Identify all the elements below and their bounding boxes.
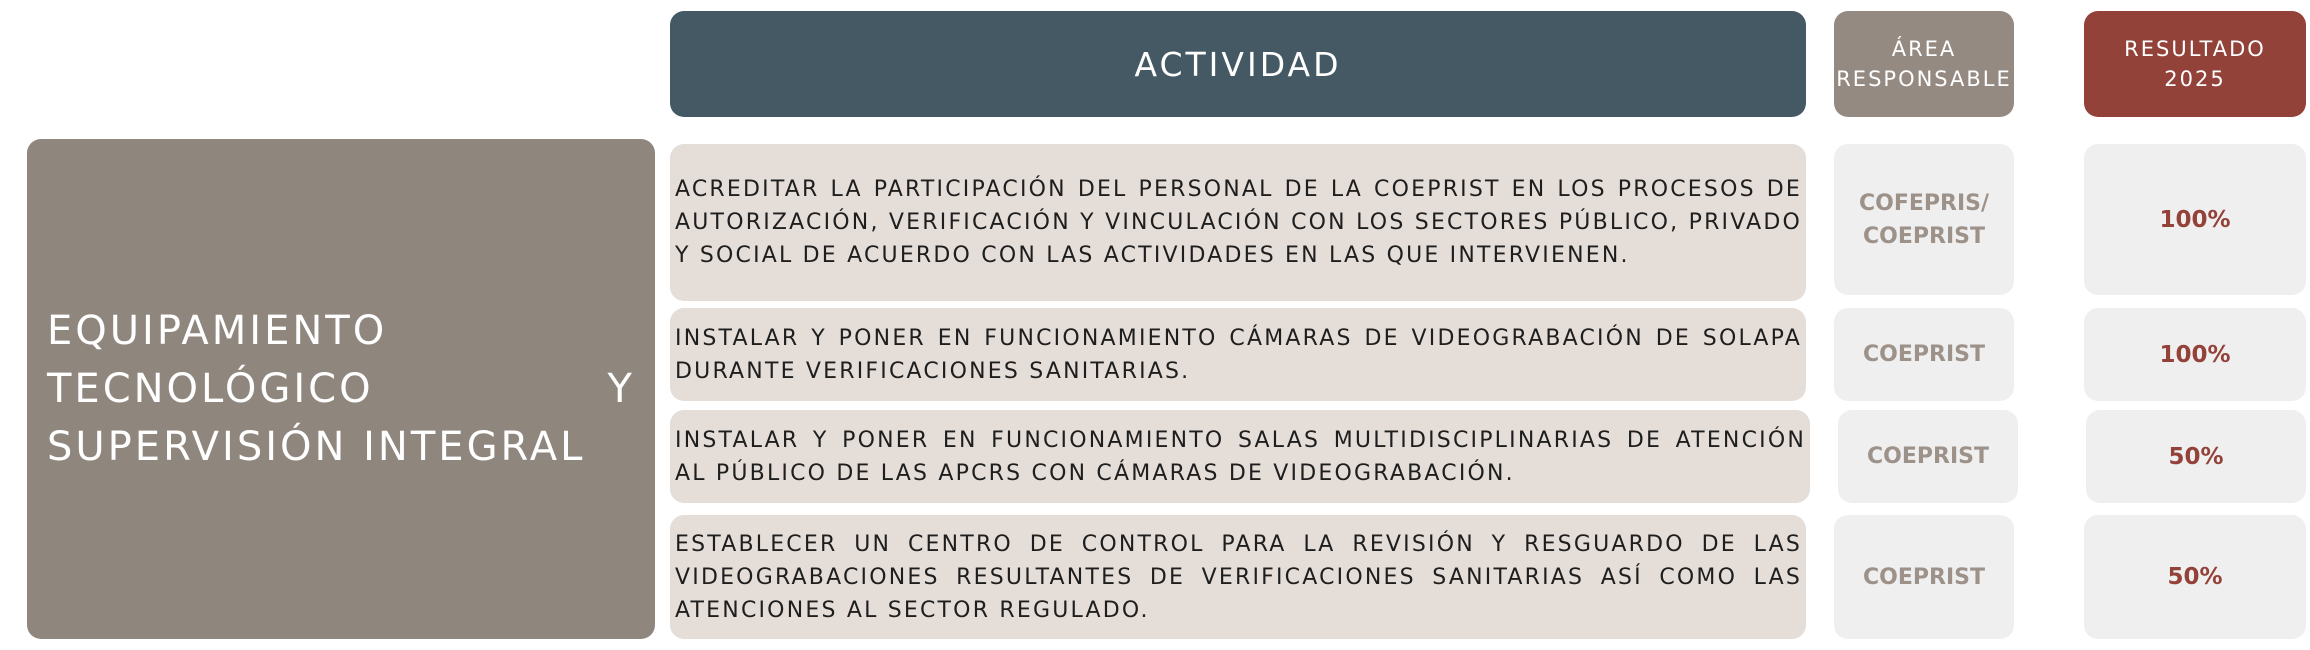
area-header-line1: ÁREA <box>1891 37 1957 61</box>
activity-text: ACREDITAR LA PARTICIPACIÓN DEL PERSONAL DE LA COEPRIST EN LOS PROCESOS DE AUTORIZACIÓN, VERIFICACIÓN Y VINCULACIÓN CON LOS SECTORES PÚBLICO, PRIVADO Y SOCIAL DE ACUERDO CON LAS ACTIVIDADES EN LAS QUE INTERVIENEN. <box>675 177 1802 268</box>
area-cell-4 <box>1834 515 2014 639</box>
activity-header-label: ACTIVIDAD <box>1134 44 1342 84</box>
area-text: COEPRIST <box>1863 564 1985 590</box>
theme-title: EQUIPAMIENTO TECNOLÓGICO Y SUPERVISIÓN INTEGRAL <box>47 308 635 470</box>
result-column-header <box>2084 11 2306 117</box>
area-cell-2 <box>1834 308 2014 401</box>
result-cell-1 <box>2084 144 2306 295</box>
area-text-line1: COFEPRIS/ <box>1858 190 1990 216</box>
area-text-line2: COEPRIST <box>1863 223 1985 249</box>
result-header-line2: 2025 <box>2164 67 2226 91</box>
activity-cell-2 <box>670 308 1806 401</box>
activity-text: ESTABLECER UN CENTRO DE CONTROL PARA LA REVISIÓN Y RESGUARDO DE LAS VIDEOGRABACIONES RESULTANTES DE VERIFICACIONES SANITARIAS ASÍ COMO LAS ATENCIONES AL SECTOR REGULADO. <box>675 531 1802 623</box>
activity-text: INSTALAR Y PONER EN FUNCIONAMIENTO CÁMARAS DE VIDEOGRABACIÓN DE SOLAPA DURANTE VERIFICACIONES SANITARIAS. <box>675 325 1802 384</box>
area-text: COEPRIST <box>1867 444 1989 469</box>
activity-text: INSTALAR Y PONER EN FUNCIONAMIENTO SALAS MULTIDISCIPLINARIAS DE ATENCIÓN AL PÚBLICO DE LAS APCRS CON CÁMARAS DE VIDEOGRABACIÓN. <box>675 427 1806 486</box>
area-header-line2: RESPONSABLE <box>1836 67 2012 91</box>
area-text: COEPRIST <box>1863 342 1985 367</box>
result-cell-3 <box>2086 410 2306 503</box>
result-value: 50% <box>2168 443 2224 470</box>
activity-cell-1 <box>670 144 1806 301</box>
area-text <box>1859 187 1989 253</box>
area-cell-3 <box>1838 410 2018 503</box>
area-column-header <box>1834 11 2014 117</box>
result-value: 100% <box>2159 206 2231 233</box>
activity-cell-4 <box>670 515 1806 639</box>
result-value: 100% <box>2159 341 2231 368</box>
theme-block <box>27 139 655 639</box>
result-value: 50% <box>2167 564 2223 590</box>
activity-cell-3 <box>670 410 1810 503</box>
result-cell-4 <box>2084 515 2306 639</box>
result-header-label <box>2124 34 2266 94</box>
area-cell-1 <box>1834 144 2014 295</box>
area-header-label <box>1836 34 2012 94</box>
result-header-line1: RESULTADO <box>2124 37 2266 61</box>
activity-column-header <box>670 11 1806 117</box>
result-cell-2 <box>2084 308 2306 401</box>
